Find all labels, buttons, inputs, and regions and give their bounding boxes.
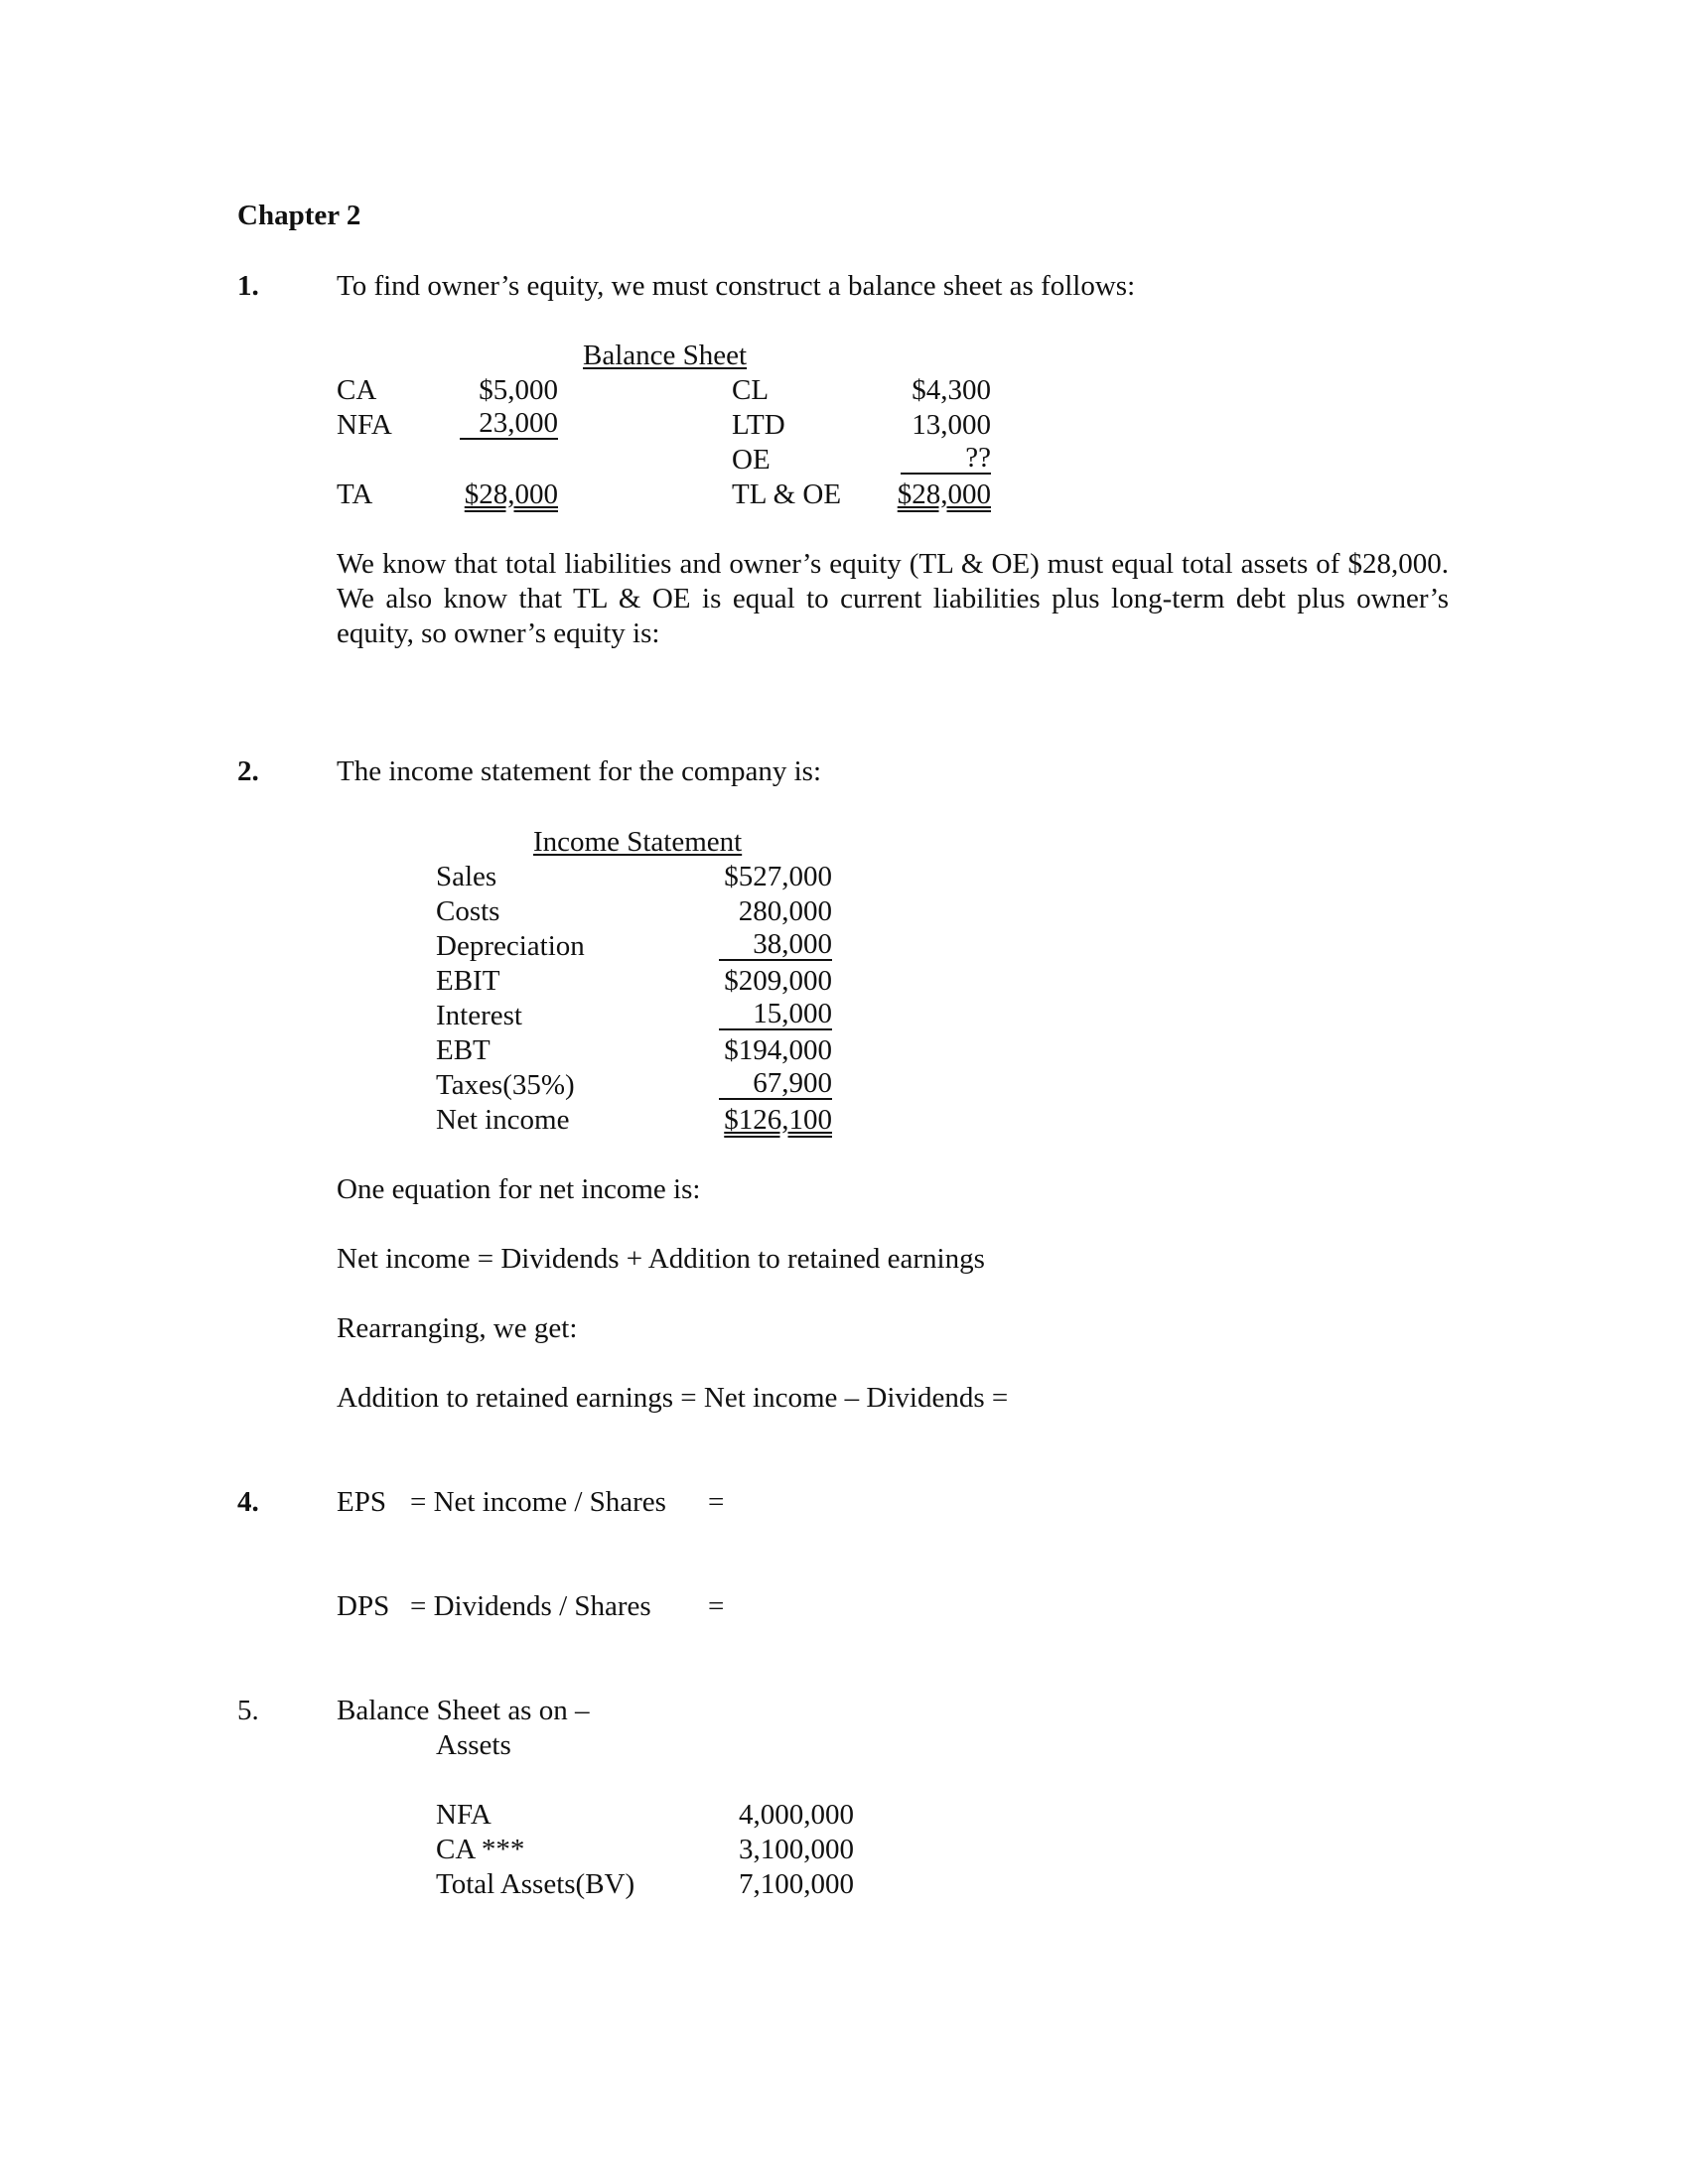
assets-row-value: 3,100,000 — [739, 1834, 854, 1865]
bs-right-value: 13,000 — [912, 409, 991, 441]
bs-right-value: $4,300 — [912, 374, 991, 406]
is-row-label: Costs — [436, 895, 500, 927]
question-2-intro: The income statement for the company is: — [337, 755, 822, 787]
bs-right-label: LTD — [732, 409, 785, 441]
dps-equals: = — [708, 1590, 725, 1622]
bs-left-value: $28,000 — [464, 478, 558, 510]
assets-row-label: CA *** — [436, 1834, 525, 1865]
eps-formula: = Net income / Shares — [410, 1486, 666, 1518]
is-row-value: 38,000 — [719, 929, 832, 961]
dps-label: DPS — [337, 1590, 390, 1622]
is-row-label: Sales — [436, 861, 497, 892]
bs-left-value: 23,000 — [460, 408, 558, 440]
is-row-label: EBIT — [436, 965, 500, 997]
question-4-number: 4. — [237, 1486, 259, 1518]
question-2-line-4: Addition to retained earnings = Net income – Dividends = — [337, 1382, 1009, 1414]
assets-row-label: Total Assets(BV) — [436, 1868, 635, 1900]
is-row-value: $194,000 — [724, 1034, 832, 1066]
assets-row-value: 7,100,000 — [739, 1868, 854, 1900]
bs-left-label: CA — [337, 374, 377, 406]
dps-formula: = Dividends / Shares — [410, 1590, 651, 1622]
question-2-number: 2. — [237, 755, 259, 787]
question-1-paragraph: We know that total liabilities and owner’s equity (TL & OE) must equal total assets of $28,000. We also know that TL & OE is equal to current liabilities plus long-term debt plus owner’s equity, so owner’s equity is: — [337, 548, 1449, 649]
bs-right-label: TL & OE — [732, 478, 842, 510]
bs-left-value: $5,000 — [479, 374, 558, 406]
assets-row-value: 4,000,000 — [739, 1799, 854, 1831]
question-2-line-1: One equation for net income is: — [337, 1173, 701, 1205]
question-1-intro: To find owner’s equity, we must construct a balance sheet as follows: — [337, 270, 1136, 302]
question-5-title: Balance Sheet as on – — [337, 1695, 590, 1726]
question-5-number: 5. — [237, 1695, 259, 1726]
question-2-line-2: Net income = Dividends + Addition to retained earnings — [337, 1243, 985, 1275]
is-row-label: EBT — [436, 1034, 491, 1066]
is-row-label: Interest — [436, 1000, 522, 1031]
is-row-value: $209,000 — [724, 965, 832, 997]
bs-right-label: CL — [732, 374, 770, 406]
is-row-value: 280,000 — [738, 895, 832, 927]
bs-right-label: OE — [732, 444, 771, 476]
question-1-number: 1. — [237, 270, 259, 302]
bs-left-label: NFA — [337, 409, 392, 441]
income-statement-title: Income Statement — [533, 826, 743, 858]
balance-sheet-title: Balance Sheet — [583, 340, 748, 371]
is-row-value: 67,900 — [719, 1068, 832, 1100]
assets-row-label: NFA — [436, 1799, 492, 1831]
is-row-value: $126,100 — [724, 1104, 832, 1136]
question-2-line-3: Rearranging, we get: — [337, 1312, 578, 1344]
is-row-value: 15,000 — [719, 999, 832, 1030]
bs-right-value: ?? — [901, 443, 991, 475]
bs-left-label: TA — [337, 478, 373, 510]
eps-equals: = — [708, 1486, 725, 1518]
is-row-label: Taxes(35%) — [436, 1069, 575, 1101]
eps-label: EPS — [337, 1486, 386, 1518]
is-row-value: $527,000 — [724, 861, 832, 892]
is-row-label: Net income — [436, 1104, 570, 1136]
is-row-label: Depreciation — [436, 930, 585, 962]
chapter-title: Chapter 2 — [237, 200, 361, 231]
bs-right-value: $28,000 — [897, 478, 991, 510]
question-5-subtitle: Assets — [436, 1729, 511, 1761]
